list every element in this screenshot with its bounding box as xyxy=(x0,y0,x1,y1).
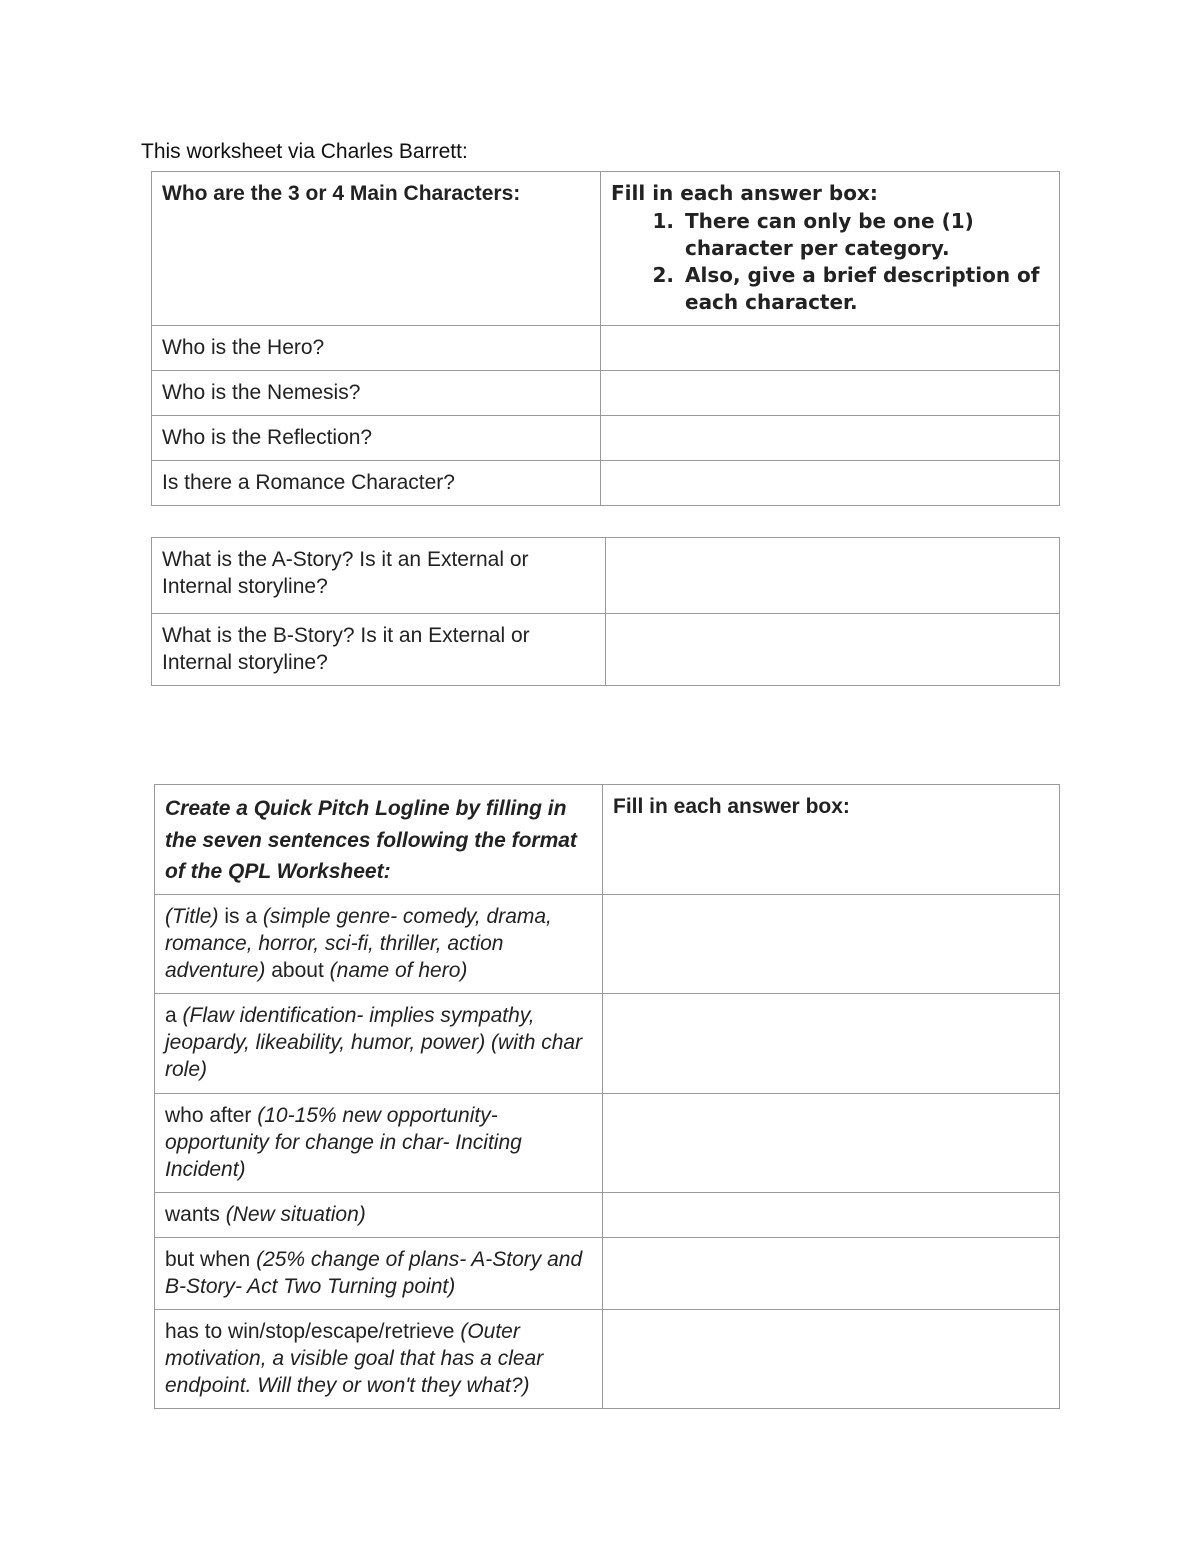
table-row xyxy=(155,1309,1060,1408)
question-cell: Who is the Reflection? xyxy=(152,416,601,461)
prompt-cell xyxy=(155,1237,603,1309)
answer-box-romance[interactable] xyxy=(601,461,1060,506)
prompt-cell xyxy=(155,1192,603,1237)
prompt-cell xyxy=(155,993,603,1093)
main-characters-table xyxy=(151,171,1060,506)
characters-header: Who are the 3 or 4 Main Characters: xyxy=(162,182,521,205)
prompt-italic: (New situation) xyxy=(225,1202,366,1226)
qpl-header-cell xyxy=(155,785,603,895)
prompt-italic: (name of hero) xyxy=(329,959,468,983)
answer-box-b-story[interactable] xyxy=(606,614,1060,686)
table-row xyxy=(155,894,1060,993)
question-cell: Who is the Hero? xyxy=(152,326,601,371)
table-header-row xyxy=(152,172,1060,326)
prompt-text: a xyxy=(165,1003,183,1027)
prompt-text: who after xyxy=(165,1103,258,1127)
table-row xyxy=(152,371,1060,416)
characters-header-cell xyxy=(152,172,601,326)
worksheet-intro: This worksheet via Charles Barrett: xyxy=(141,140,468,163)
instructions-list xyxy=(611,208,1049,316)
fill-in-header: Fill in each answer box: xyxy=(611,181,878,205)
storylines-table xyxy=(151,537,1060,686)
prompt-cell xyxy=(155,894,603,993)
table-row xyxy=(155,1192,1060,1237)
prompt-cell xyxy=(155,1309,603,1408)
fill-in-header: Fill in each answer box: xyxy=(613,795,850,818)
quick-pitch-logline-table xyxy=(154,784,1060,1409)
question-cell: Is there a Romance Character? xyxy=(152,461,601,506)
table-row xyxy=(155,1093,1060,1192)
table-row xyxy=(152,614,1060,686)
prompt-italic: (Flaw identification- implies sympathy, jeopardy, likeability, humor, power) (with char role) xyxy=(165,1003,583,1082)
table-row xyxy=(155,993,1060,1093)
prompt-cell xyxy=(155,1093,603,1192)
prompt-italic: (Title) xyxy=(165,904,219,928)
answer-box[interactable] xyxy=(603,1309,1060,1408)
fill-in-header-cell xyxy=(603,785,1060,895)
instruction-item: 2. Also, give a brief description of each character. xyxy=(681,262,1049,316)
table-header-row xyxy=(155,785,1060,895)
prompt-text: about xyxy=(265,959,330,983)
table-row xyxy=(152,461,1060,506)
prompt-text: wants xyxy=(165,1202,226,1226)
answer-box[interactable] xyxy=(603,1237,1060,1309)
prompt-text: is a xyxy=(218,904,263,928)
prompt-italic: (Outer motivation, a visible goal that has a clear endpoint. Will they or won't they what?) xyxy=(165,1319,544,1398)
table-row xyxy=(155,1237,1060,1309)
prompt-text: but when xyxy=(165,1247,257,1271)
answer-box-a-story[interactable] xyxy=(606,538,1060,614)
answer-box[interactable] xyxy=(603,894,1060,993)
table-row xyxy=(152,538,1060,614)
table-row xyxy=(152,326,1060,371)
question-cell: What is the B-Story? Is it an External or Internal storyline? xyxy=(152,614,606,686)
prompt-italic: (10-15% new opportunity- opportunity for change in char- Inciting Incident) xyxy=(165,1103,522,1182)
answer-box-nemesis[interactable] xyxy=(601,371,1060,416)
answer-box[interactable] xyxy=(603,993,1060,1093)
qpl-header: Create a Quick Pitch Logline by filling in the seven sentences following the format of the QPL Worksheet: xyxy=(165,797,577,883)
answer-box[interactable] xyxy=(603,1093,1060,1192)
table-row xyxy=(152,416,1060,461)
prompt-text: has to win/stop/escape/retrieve xyxy=(165,1319,461,1343)
instructions-cell xyxy=(601,172,1060,326)
answer-box-hero[interactable] xyxy=(601,326,1060,371)
instruction-item: 1. There can only be one (1) character per category. xyxy=(681,208,1049,262)
answer-box-reflection[interactable] xyxy=(601,416,1060,461)
question-cell: What is the A-Story? Is it an External or Internal storyline? xyxy=(152,538,606,614)
question-cell: Who is the Nemesis? xyxy=(152,371,601,416)
prompt-italic: (simple genre- comedy, drama, romance, horror, sci-fi, thriller, action adventure) xyxy=(165,904,552,983)
prompt-italic: (25% change of plans- A-Story and B-Story- Act Two Turning point) xyxy=(165,1247,583,1298)
answer-box[interactable] xyxy=(603,1192,1060,1237)
